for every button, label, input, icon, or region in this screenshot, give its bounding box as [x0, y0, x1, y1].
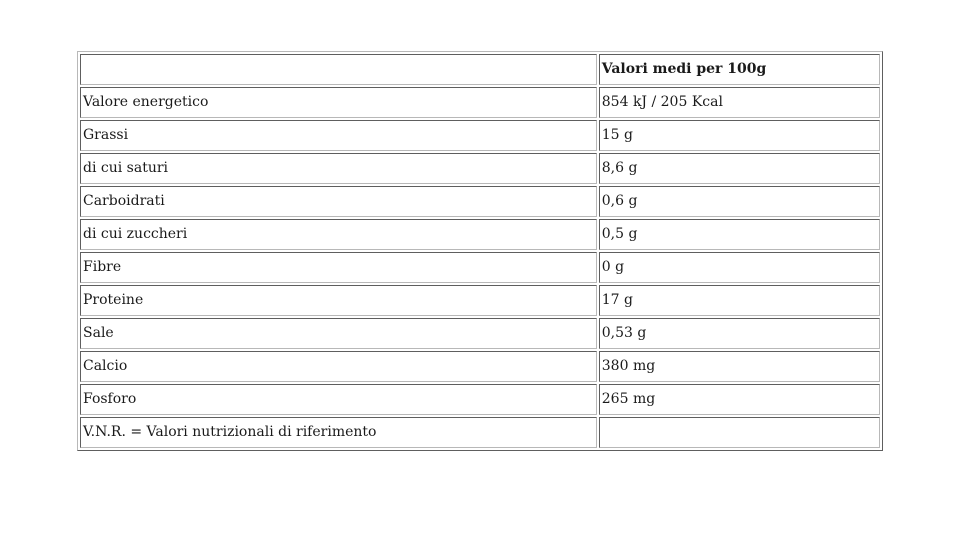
table-row: [80, 219, 880, 250]
nutrient-label: Grassi: [80, 120, 597, 151]
nutrient-label: Calcio: [80, 351, 597, 382]
table-row: [80, 384, 880, 415]
nutrient-label: Sale: [80, 318, 597, 349]
nutrient-value: 380 mg: [599, 351, 880, 382]
nutrient-label: Valore energetico: [80, 87, 597, 118]
table-row: [80, 153, 880, 184]
nutrient-value: 854 kJ / 205 Kcal: [599, 87, 880, 118]
nutrient-label: Fibre: [80, 252, 597, 283]
footnote-label: V.N.R. = Valori nutrizionali di riferimento: [80, 417, 597, 448]
nutrient-label: di cui zuccheri: [80, 219, 597, 250]
nutrient-value: 0 g: [599, 252, 880, 283]
footnote-value: [599, 417, 880, 448]
nutrient-value: 8,6 g: [599, 153, 880, 184]
nutrient-label: Proteine: [80, 285, 597, 316]
table-row: [80, 285, 880, 316]
table-footnote-row: [80, 417, 880, 448]
nutrient-label: Carboidrati: [80, 186, 597, 217]
header-value-cell: Valori medi per 100g: [599, 54, 880, 85]
table-row: [80, 186, 880, 217]
table-row: [80, 87, 880, 118]
table-row: [80, 351, 880, 382]
nutrient-value: 15 g: [599, 120, 880, 151]
nutrient-label: Fosforo: [80, 384, 597, 415]
nutrient-label: di cui saturi: [80, 153, 597, 184]
table-header-row: [80, 54, 880, 85]
nutrient-value: 0,53 g: [599, 318, 880, 349]
header-label-cell: [80, 54, 597, 85]
table-row: [80, 318, 880, 349]
nutrition-table: [77, 51, 883, 451]
table-row: [80, 252, 880, 283]
table-row: [80, 120, 880, 151]
nutrient-value: 265 mg: [599, 384, 880, 415]
nutrient-value: 17 g: [599, 285, 880, 316]
nutrient-value: 0,6 g: [599, 186, 880, 217]
nutrient-value: 0,5 g: [599, 219, 880, 250]
